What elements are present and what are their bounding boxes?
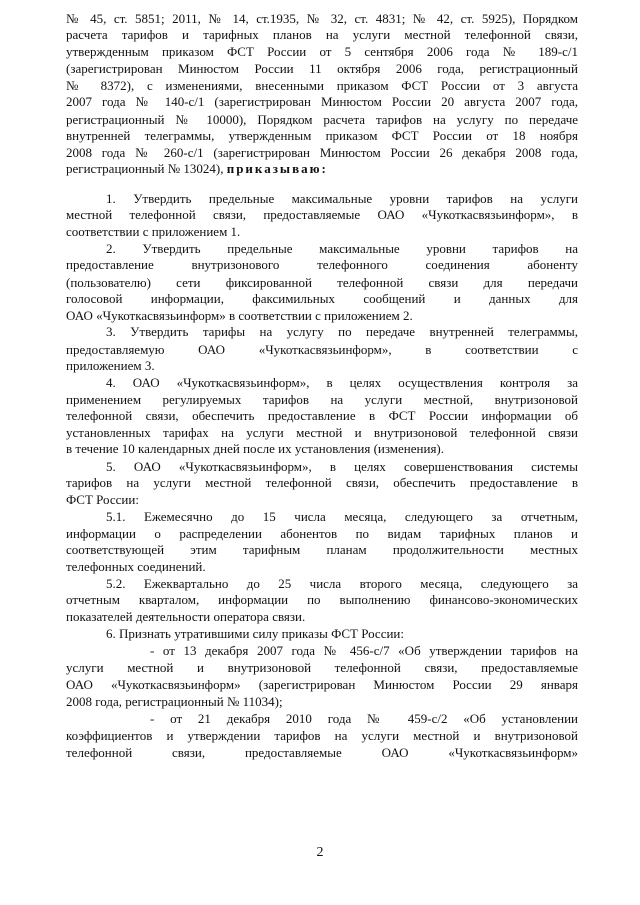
text-line: № 45, ст. 5851; 2011, № 14, ст.1935, № 32, ст. 4831; № 42, ст. 5925), Порядком xyxy=(66,10,578,26)
text-line: услуги местной и внутризоновой телефонной связи, предоставляемые xyxy=(66,659,578,675)
text-line: приложением 3. xyxy=(66,358,155,374)
text-line: соответствующей этим тарифным планам продолжительности местных xyxy=(66,542,578,558)
text-line: предоставляемую ОАО «Чукоткасвязьинформ», в соответствии с xyxy=(66,341,578,357)
text-line: 4. ОАО «Чукоткасвязьинформ», в целях осуществления контроля за xyxy=(106,375,578,391)
text-line: предоставление внутризонового телефонного соединения абоненту xyxy=(66,257,578,273)
text-line: 5.1. Ежемесячно до 15 числа месяца, следующего за отчетным, xyxy=(106,508,578,524)
text-line xyxy=(66,161,328,177)
text-line: установленных тарифах на услуги местной и внутризоновой телефонной связи xyxy=(66,425,578,441)
text-line: 2007 года № 140-с/1 (зарегистрирован Минюстом России 20 августа 2007 года, xyxy=(66,94,578,110)
text-line: местной телефонной связи, предоставляемые ОАО «Чукоткасвязьинформ», в xyxy=(66,207,578,223)
text-line: (зарегистрирован Минюстом России 11 октября 2006 года, регистрационный xyxy=(66,60,578,76)
text-line: показателей деятельности оператора связи. xyxy=(66,609,306,625)
text-line: 2. Утвердить предельные максимальные уровни тарифов на xyxy=(106,241,578,257)
text-line: ОАО «Чукоткасвязьинформ» (зарегистрирован Минюстом России 29 января xyxy=(66,676,578,692)
text-line: - от 13 декабря 2007 года № 456-с/7 «Об утверждении тарифов на xyxy=(150,642,578,658)
text-line: 5. ОАО «Чукоткасвязьинформ», в целях совершенствования системы xyxy=(106,458,578,474)
text-line: 2008 года № 260-с/1 (зарегистрирован Минюстом России 26 декабря 2008 года, xyxy=(66,145,578,161)
text-line: коэффициентов и утверждении тарифов на услуги местной и внутризоновой xyxy=(66,727,578,743)
text-line: информации о распределении абонентов по видам тарифных планов и xyxy=(66,525,578,541)
text-line: 1. Утвердить предельные максимальные уровни тарифов на услуги xyxy=(106,191,578,207)
text-line: № 8372), с изменениями, внесенными приказом ФСТ России от 3 августа xyxy=(66,78,578,93)
text-line: (пользователю) сети фиксированной телефонной связи для передачи xyxy=(66,274,578,290)
text-line: тарифов на услуги местной телефонной связи, обеспечить предоставление в xyxy=(66,475,578,491)
text-line: телефонных соединений. xyxy=(66,559,206,575)
text-line: телефонной связи, обеспечить предоставление в ФСТ России информации об xyxy=(66,407,578,423)
text-line: ФСТ России: xyxy=(66,492,139,508)
text-line: расчета тарифов и тарифных планов на услуги местной телефонной связи, xyxy=(66,27,578,43)
text-line: ОАО «Чукоткасвязьинформ» в соответствии с приложением 2. xyxy=(66,308,413,324)
text-line: внутренней телеграммы, утвержденным приказом ФСТ России от 18 ноября xyxy=(66,127,578,143)
text-line: утвержденным приказом ФСТ России от 5 сентября 2006 года № 189-с/1 xyxy=(66,44,578,60)
page-number: 2 xyxy=(316,845,324,860)
order-word: приказываю: xyxy=(226,161,328,177)
text-line: соответствии с приложением 1. xyxy=(66,223,241,239)
text-line: 6. Признать утратившими силу приказы ФСТ России: xyxy=(106,625,404,641)
text-line: 3. Утвердить тарифы на услугу по передаче внутренней телеграммы, xyxy=(106,324,578,340)
text-line: голосовой информации, факсимильных сообщений и данных для xyxy=(66,290,578,306)
text-line: отчетным кварталом, информации по выполнению финансово-экономических xyxy=(66,592,578,608)
text-line: регистрационный № 10000), Порядком расчета тарифов на услугу по передаче xyxy=(66,111,578,127)
text-line: применением регулируемых тарифов на услуги местной, внутризоновой xyxy=(66,391,578,407)
text-line: в течение 10 календарных дней после их установления (изменения). xyxy=(66,441,445,457)
text-line: 2008 года, регистрационный № 11034); xyxy=(66,693,283,709)
text-line: - от 21 декабря 2010 года № 459-с/2 «Об установлении xyxy=(150,710,578,726)
text-line: телефонной связи, предоставляемые ОАО «Чукоткасвязьинформ» xyxy=(66,744,578,760)
text-line: 5.2. Ежеквартально до 25 числа второго месяца, следующего за xyxy=(106,575,578,591)
intro-last: регистрационный № 13024), xyxy=(66,161,224,177)
